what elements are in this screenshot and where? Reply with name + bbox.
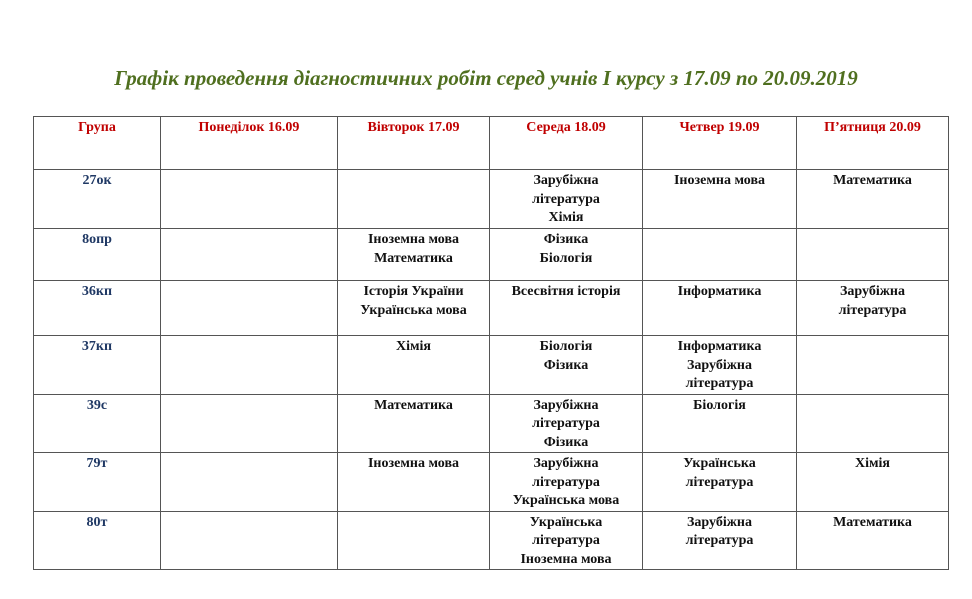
subject-line: Іноземна мова [673,173,766,188]
subject-line: Українська мова [360,302,467,318]
cell-monday [161,170,338,229]
subject-line: Українська [683,456,756,471]
cell-thursday [643,453,797,512]
cell-friday [797,453,949,512]
header-thursday: Четвер 19.09 [643,117,797,170]
table-header-row [34,117,949,170]
cell-tuesday [338,511,490,570]
subject-line: Біологія [539,250,593,266]
subject-line: Іноземна мова [520,551,612,567]
cell-wednesday [490,453,643,512]
group-cell: 36кп [34,281,161,336]
subject-line: Хімія [396,339,431,354]
cell-wednesday [490,170,643,229]
cell-thursday [643,281,797,336]
subject-line: Фізика [543,434,589,450]
group-cell: 79т [34,453,161,512]
table-row [34,336,949,395]
subject-line: Математика [833,514,912,530]
cell-wednesday [490,511,643,570]
subject-line: Біологія [539,339,593,354]
subject-line: Зарубіжна [840,284,905,299]
subject-line: література [532,474,600,490]
cell-wednesday [490,281,643,336]
cell-monday [161,453,338,512]
cell-wednesday [490,229,643,281]
subject-line: література [685,376,754,391]
subject-line: Біологія [693,397,746,413]
cell-tuesday [338,170,490,229]
cell-wednesday [490,336,643,395]
cell-monday [161,336,338,395]
subject-line: література [838,302,907,318]
schedule-table [33,116,949,570]
subject-line: Хімія [548,210,584,225]
cell-friday [797,511,949,570]
table-row [34,511,949,570]
group-cell: 27ок [34,170,161,229]
cell-monday [161,511,338,570]
cell-tuesday [338,394,490,453]
table-row [34,394,949,453]
cell-wednesday [490,394,643,453]
cell-thursday [643,170,797,229]
group-cell: 37кп [34,336,161,395]
header-monday: Понеділок 16.09 [161,117,338,170]
cell-thursday [643,229,797,281]
header-friday: П’ятниця 20.09 [797,117,949,170]
subject-line: література [532,416,600,431]
cell-tuesday [338,281,490,336]
cell-monday [161,394,338,453]
subject-line: Українська мова [512,493,620,508]
table-row [34,170,949,229]
cell-friday [797,170,949,229]
cell-friday [797,336,949,395]
subject-line: література [532,533,600,548]
subject-line: література [685,533,754,548]
subject-line: Хімія [855,456,890,471]
subject-line: Математика [374,250,453,266]
cell-thursday [643,336,797,395]
cell-friday [797,394,949,453]
group-cell: 39с [34,394,161,453]
subject-line: Всесвітня історія [511,284,621,299]
subject-line: Українська [529,514,603,530]
cell-friday [797,281,949,336]
cell-thursday [643,394,797,453]
subject-line: Іноземна мова [367,232,460,247]
cell-monday [161,229,338,281]
subject-line: Математика [833,173,912,188]
cell-monday [161,281,338,336]
subject-line: література [685,474,754,490]
subject-line: Фізика [543,232,589,247]
page-title: Графік проведення діагностичних робіт серед учнів I курсу з 17.09 по 20.09.2019 [114,66,858,90]
subject-line: Зарубіжна [687,514,752,530]
subject-line: Зарубіжна [533,173,599,188]
table-row [34,281,949,336]
header-wednesday: Середа 18.09 [490,117,643,170]
subject-line: Зарубіжна [533,397,599,413]
header-group: Група [34,117,161,170]
subject-line: Інформатика [677,339,762,354]
subject-line: Зарубіжна [687,357,752,373]
subject-line: література [532,191,600,207]
cell-tuesday [338,336,490,395]
header-tuesday: Вівторок 17.09 [338,117,490,170]
group-cell: 80т [34,511,161,570]
cell-friday [797,229,949,281]
table-row [34,453,949,512]
group-cell: 8опр [34,229,161,281]
subject-line: Іноземна мова [367,456,460,471]
subject-line: Зарубіжна [533,456,599,471]
cell-thursday [643,511,797,570]
cell-tuesday [338,229,490,281]
cell-tuesday [338,453,490,512]
subject-line: Математика [374,397,453,413]
subject-line: Інформатика [677,284,762,299]
subject-line: Історія України [363,284,464,299]
table-row [34,229,949,281]
subject-line: Фізика [543,357,589,373]
